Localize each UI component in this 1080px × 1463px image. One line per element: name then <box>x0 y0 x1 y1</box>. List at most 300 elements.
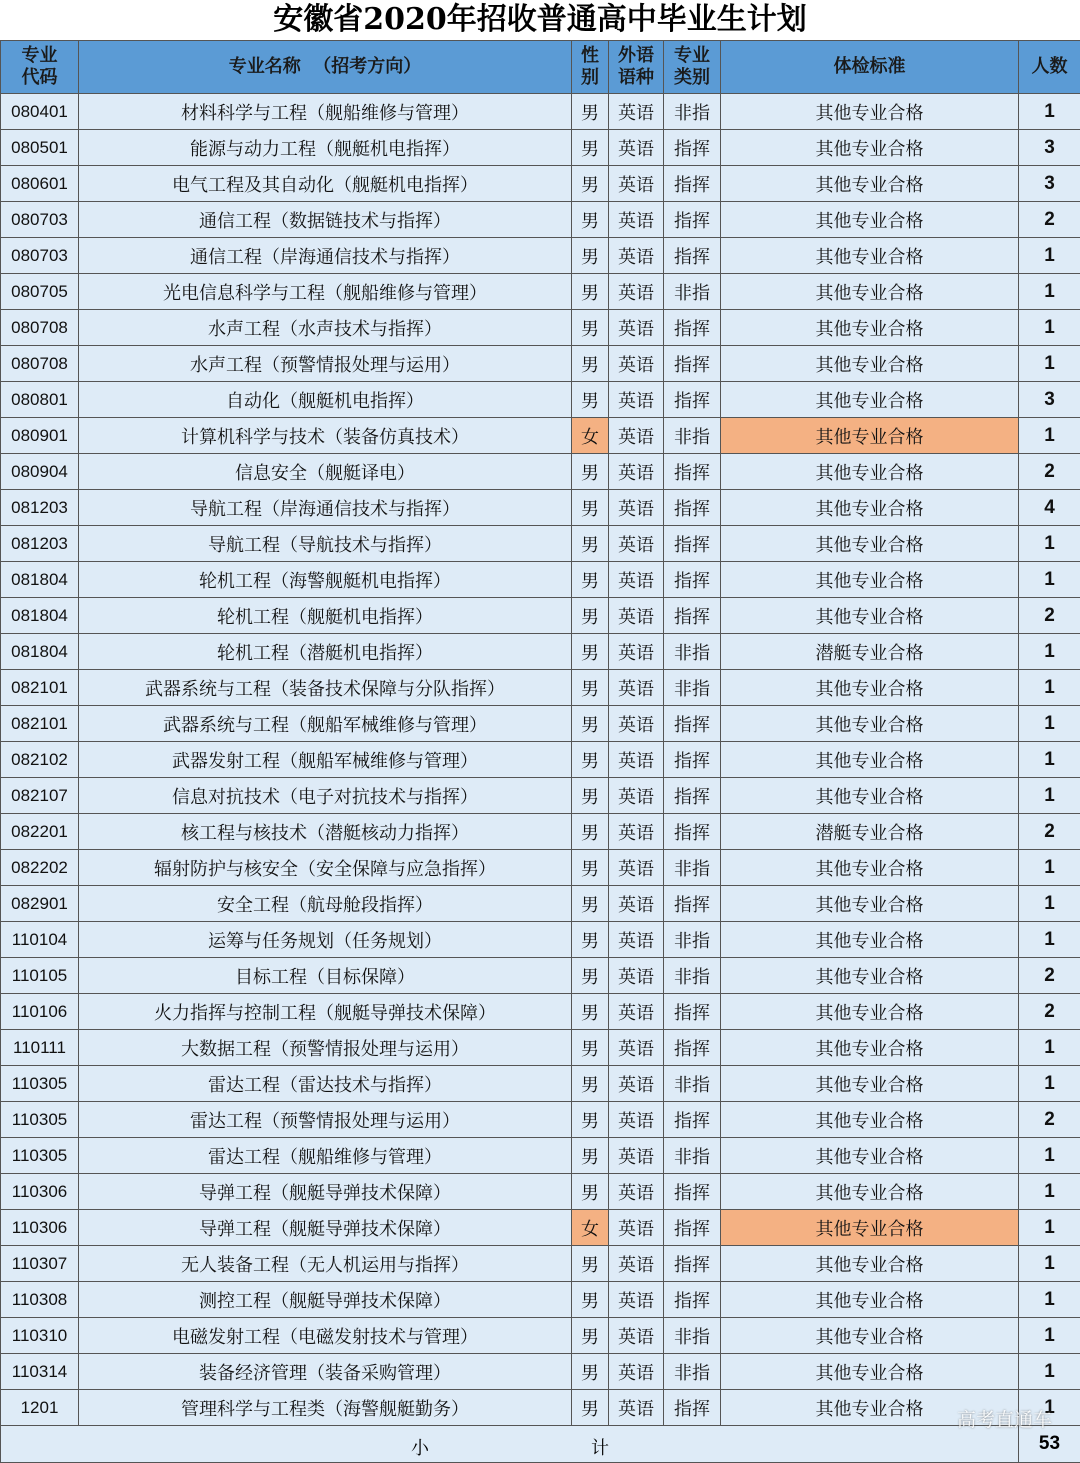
header-category: 专业 类别 <box>664 41 721 94</box>
row-category: 非指 <box>664 850 721 886</box>
row-name: 自动化（舰艇机电指挥） <box>79 382 572 418</box>
row-language: 英语 <box>609 1246 664 1282</box>
row-category: 指挥 <box>664 1102 721 1138</box>
row-name: 信息对抗技术（电子对抗技术与指挥） <box>79 778 572 814</box>
row-physical: 其他专业合格 <box>721 922 1019 958</box>
row-count: 1 <box>1019 238 1080 274</box>
row-language: 英语 <box>609 706 664 742</box>
row-count: 3 <box>1019 130 1080 166</box>
row-count: 1 <box>1019 1246 1080 1282</box>
row-language: 英语 <box>609 490 664 526</box>
row-physical: 潜艇专业合格 <box>721 814 1019 850</box>
row-gender: 男 <box>572 1282 609 1318</box>
row-count: 2 <box>1019 454 1080 490</box>
table-row <box>1 706 1080 742</box>
row-category: 非指 <box>664 94 721 130</box>
row-category: 指挥 <box>664 994 721 1030</box>
row-gender: 男 <box>572 1174 609 1210</box>
row-gender: 男 <box>572 886 609 922</box>
row-name: 雷达工程（舰船维修与管理） <box>79 1138 572 1174</box>
row-name: 通信工程（岸海通信技术与指挥） <box>79 238 572 274</box>
row-gender: 男 <box>572 490 609 526</box>
table-row <box>1 1030 1080 1066</box>
row-language: 英语 <box>609 346 664 382</box>
row-count: 1 <box>1019 850 1080 886</box>
header-code: 专业 代码 <box>1 41 79 94</box>
table-row <box>1 202 1080 238</box>
row-gender: 男 <box>572 454 609 490</box>
row-category: 非指 <box>664 670 721 706</box>
row-language: 英语 <box>609 1282 664 1318</box>
row-code: 080801 <box>1 382 79 418</box>
row-physical: 其他专业合格 <box>721 94 1019 130</box>
row-name: 水声工程（水声技术与指挥） <box>79 310 572 346</box>
row-gender: 男 <box>572 526 609 562</box>
table-header-row <box>1 41 1080 94</box>
subtotal-label-a: 小 <box>411 1434 429 1460</box>
row-name: 电磁发射工程（电磁发射技术与管理） <box>79 1318 572 1354</box>
table-row <box>1 454 1080 490</box>
row-gender: 男 <box>572 1318 609 1354</box>
row-physical: 其他专业合格 <box>721 382 1019 418</box>
row-language: 英语 <box>609 742 664 778</box>
row-count: 1 <box>1019 418 1080 454</box>
row-language: 英语 <box>609 418 664 454</box>
row-count: 1 <box>1019 706 1080 742</box>
row-name: 轮机工程（潜艇机电指挥） <box>79 634 572 670</box>
row-name: 能源与动力工程（舰艇机电指挥） <box>79 130 572 166</box>
row-physical: 其他专业合格 <box>721 1066 1019 1102</box>
row-code: 081804 <box>1 562 79 598</box>
row-name: 管理科学与工程类（海警舰艇勤务） <box>79 1390 572 1426</box>
row-count: 1 <box>1019 94 1080 130</box>
row-count: 1 <box>1019 1318 1080 1354</box>
row-category: 指挥 <box>664 1210 721 1246</box>
row-name: 运筹与任务规划（任务规划） <box>79 922 572 958</box>
row-count: 1 <box>1019 742 1080 778</box>
table-row <box>1 922 1080 958</box>
row-gender: 女 <box>572 418 609 454</box>
row-language: 英语 <box>609 1066 664 1102</box>
row-code: 082201 <box>1 814 79 850</box>
table-row <box>1 130 1080 166</box>
row-physical: 其他专业合格 <box>721 850 1019 886</box>
row-count: 1 <box>1019 1282 1080 1318</box>
row-language: 英语 <box>609 202 664 238</box>
header-count: 人数 <box>1019 41 1080 94</box>
table-row <box>1 742 1080 778</box>
row-code: 082107 <box>1 778 79 814</box>
row-language: 英语 <box>609 1390 664 1426</box>
watermark-text: 高考直通车 <box>957 1405 1052 1432</box>
row-physical: 其他专业合格 <box>721 346 1019 382</box>
row-code: 110111 <box>1 1030 79 1066</box>
row-gender: 男 <box>572 814 609 850</box>
row-physical: 其他专业合格 <box>721 742 1019 778</box>
table-row <box>1 1246 1080 1282</box>
row-language: 英语 <box>609 526 664 562</box>
table-row <box>1 1102 1080 1138</box>
row-gender: 男 <box>572 1390 609 1426</box>
row-gender: 男 <box>572 670 609 706</box>
row-code: 082101 <box>1 670 79 706</box>
row-gender: 男 <box>572 850 609 886</box>
subtotal-total: 53 <box>1019 1426 1080 1463</box>
row-language: 英语 <box>609 166 664 202</box>
row-count: 2 <box>1019 958 1080 994</box>
row-category: 指挥 <box>664 886 721 922</box>
row-code: 110314 <box>1 1354 79 1390</box>
table-row <box>1 274 1080 310</box>
row-category: 非指 <box>664 1066 721 1102</box>
row-language: 英语 <box>609 454 664 490</box>
row-language: 英语 <box>609 94 664 130</box>
header-language: 外语 语种 <box>609 41 664 94</box>
row-code: 080501 <box>1 130 79 166</box>
row-language: 英语 <box>609 1174 664 1210</box>
row-code: 110305 <box>1 1102 79 1138</box>
row-gender: 男 <box>572 166 609 202</box>
row-language: 英语 <box>609 274 664 310</box>
subtotal-label <box>1 1426 1019 1463</box>
row-category: 非指 <box>664 922 721 958</box>
row-code: 080904 <box>1 454 79 490</box>
table-row <box>1 562 1080 598</box>
row-physical: 其他专业合格 <box>721 454 1019 490</box>
row-gender: 男 <box>572 598 609 634</box>
table-row <box>1 994 1080 1030</box>
row-category: 指挥 <box>664 562 721 598</box>
row-name: 武器系统与工程（装备技术保障与分队指挥） <box>79 670 572 706</box>
row-count: 2 <box>1019 202 1080 238</box>
row-count: 1 <box>1019 1066 1080 1102</box>
row-language: 英语 <box>609 814 664 850</box>
row-category: 非指 <box>664 1318 721 1354</box>
row-category: 指挥 <box>664 1390 721 1426</box>
table-body <box>1 94 1080 1426</box>
row-language: 英语 <box>609 382 664 418</box>
row-physical: 其他专业合格 <box>721 1138 1019 1174</box>
enrollment-plan-table <box>0 40 1080 1463</box>
row-physical: 其他专业合格 <box>721 1354 1019 1390</box>
row-name: 核工程与核技术（潜艇核动力指挥） <box>79 814 572 850</box>
row-gender: 男 <box>572 382 609 418</box>
row-count: 1 <box>1019 1174 1080 1210</box>
table-row <box>1 94 1080 130</box>
row-name: 导弹工程（舰艇导弹技术保障） <box>79 1174 572 1210</box>
row-physical: 其他专业合格 <box>721 274 1019 310</box>
row-physical: 其他专业合格 <box>721 598 1019 634</box>
table-row <box>1 418 1080 454</box>
row-code: 081203 <box>1 526 79 562</box>
row-physical: 其他专业合格 <box>721 130 1019 166</box>
row-code: 110306 <box>1 1174 79 1210</box>
row-language: 英语 <box>609 1210 664 1246</box>
row-category: 指挥 <box>664 742 721 778</box>
row-gender: 男 <box>572 310 609 346</box>
row-name: 轮机工程（海警舰艇机电指挥） <box>79 562 572 598</box>
row-code: 110307 <box>1 1246 79 1282</box>
row-physical: 其他专业合格 <box>721 670 1019 706</box>
row-code: 081804 <box>1 598 79 634</box>
row-language: 英语 <box>609 670 664 706</box>
row-category: 指挥 <box>664 346 721 382</box>
row-language: 英语 <box>609 922 664 958</box>
row-category: 指挥 <box>664 598 721 634</box>
row-code: 080601 <box>1 166 79 202</box>
row-category: 指挥 <box>664 526 721 562</box>
row-category: 非指 <box>664 418 721 454</box>
row-name: 测控工程（舰艇导弹技术保障） <box>79 1282 572 1318</box>
row-gender: 女 <box>572 1210 609 1246</box>
row-category: 指挥 <box>664 310 721 346</box>
row-language: 英语 <box>609 886 664 922</box>
row-code: 080708 <box>1 346 79 382</box>
row-gender: 男 <box>572 1102 609 1138</box>
row-language: 英语 <box>609 1138 664 1174</box>
row-physical: 其他专业合格 <box>721 1390 1019 1426</box>
row-name: 轮机工程（舰艇机电指挥） <box>79 598 572 634</box>
table-row <box>1 850 1080 886</box>
subtotal-row <box>1 1426 1080 1463</box>
row-code: 080703 <box>1 238 79 274</box>
row-gender: 男 <box>572 634 609 670</box>
row-physical: 其他专业合格 <box>721 1210 1019 1246</box>
row-count: 1 <box>1019 1138 1080 1174</box>
table-row <box>1 310 1080 346</box>
row-name: 武器发射工程（舰船军械维修与管理） <box>79 742 572 778</box>
row-language: 英语 <box>609 598 664 634</box>
row-name: 光电信息科学与工程（舰船维修与管理） <box>79 274 572 310</box>
row-count: 1 <box>1019 310 1080 346</box>
row-language: 英语 <box>609 850 664 886</box>
row-category: 非指 <box>664 634 721 670</box>
row-name: 计算机科学与技术（装备仿真技术） <box>79 418 572 454</box>
row-physical: 潜艇专业合格 <box>721 634 1019 670</box>
row-language: 英语 <box>609 994 664 1030</box>
row-name: 武器系统与工程（舰船军械维修与管理） <box>79 706 572 742</box>
row-count: 1 <box>1019 670 1080 706</box>
row-language: 英语 <box>609 634 664 670</box>
row-gender: 男 <box>572 94 609 130</box>
row-count: 1 <box>1019 1390 1080 1426</box>
row-category: 指挥 <box>664 130 721 166</box>
row-physical: 其他专业合格 <box>721 526 1019 562</box>
row-category: 指挥 <box>664 382 721 418</box>
row-code: 1201 <box>1 1390 79 1426</box>
row-physical: 其他专业合格 <box>721 310 1019 346</box>
row-code: 110306 <box>1 1210 79 1246</box>
row-language: 英语 <box>609 130 664 166</box>
row-name: 材料科学与工程（舰船维修与管理） <box>79 94 572 130</box>
row-count: 1 <box>1019 1210 1080 1246</box>
row-physical: 其他专业合格 <box>721 1102 1019 1138</box>
row-count: 1 <box>1019 346 1080 382</box>
row-category: 指挥 <box>664 1030 721 1066</box>
table-row <box>1 778 1080 814</box>
row-category: 指挥 <box>664 238 721 274</box>
row-code: 081804 <box>1 634 79 670</box>
row-code: 082101 <box>1 706 79 742</box>
row-code: 080401 <box>1 94 79 130</box>
table-row <box>1 634 1080 670</box>
row-physical: 其他专业合格 <box>721 238 1019 274</box>
row-physical: 其他专业合格 <box>721 886 1019 922</box>
row-physical: 其他专业合格 <box>721 1318 1019 1354</box>
row-gender: 男 <box>572 1066 609 1102</box>
row-name: 装备经济管理（装备采购管理） <box>79 1354 572 1390</box>
row-language: 英语 <box>609 238 664 274</box>
row-gender: 男 <box>572 1138 609 1174</box>
table-row <box>1 598 1080 634</box>
row-name: 信息安全（舰艇译电） <box>79 454 572 490</box>
row-code: 110305 <box>1 1066 79 1102</box>
row-gender: 男 <box>572 742 609 778</box>
row-gender: 男 <box>572 562 609 598</box>
page-title: 安徽省2020年招收普通高中毕业生计划 <box>0 0 1080 40</box>
row-physical: 其他专业合格 <box>721 994 1019 1030</box>
row-physical: 其他专业合格 <box>721 202 1019 238</box>
row-name: 水声工程（预警情报处理与运用） <box>79 346 572 382</box>
header-physical: 体检标准 <box>721 41 1019 94</box>
row-name: 安全工程（航母舱段指挥） <box>79 886 572 922</box>
row-name: 通信工程（数据链技术与指挥） <box>79 202 572 238</box>
table-row <box>1 490 1080 526</box>
row-physical: 其他专业合格 <box>721 562 1019 598</box>
row-physical: 其他专业合格 <box>721 418 1019 454</box>
table-row <box>1 814 1080 850</box>
row-code: 080703 <box>1 202 79 238</box>
header-name: 专业名称 （招考方向） <box>79 41 572 94</box>
row-category: 非指 <box>664 1138 721 1174</box>
row-count: 1 <box>1019 922 1080 958</box>
table-row <box>1 670 1080 706</box>
table-row <box>1 886 1080 922</box>
table-row <box>1 1210 1080 1246</box>
row-category: 非指 <box>664 1354 721 1390</box>
row-gender: 男 <box>572 958 609 994</box>
table-row <box>1 958 1080 994</box>
row-gender: 男 <box>572 1354 609 1390</box>
row-count: 1 <box>1019 526 1080 562</box>
table-row <box>1 382 1080 418</box>
row-code: 110104 <box>1 922 79 958</box>
row-language: 英语 <box>609 1318 664 1354</box>
row-count: 1 <box>1019 634 1080 670</box>
row-category: 非指 <box>664 958 721 994</box>
row-language: 英语 <box>609 1354 664 1390</box>
row-gender: 男 <box>572 202 609 238</box>
row-gender: 男 <box>572 1030 609 1066</box>
row-gender: 男 <box>572 706 609 742</box>
row-name: 导弹工程（舰艇导弹技术保障） <box>79 1210 572 1246</box>
row-count: 3 <box>1019 166 1080 202</box>
row-count: 1 <box>1019 778 1080 814</box>
row-code: 081203 <box>1 490 79 526</box>
row-gender: 男 <box>572 994 609 1030</box>
row-language: 英语 <box>609 310 664 346</box>
row-gender: 男 <box>572 130 609 166</box>
row-language: 英语 <box>609 958 664 994</box>
row-name: 雷达工程（预警情报处理与运用） <box>79 1102 572 1138</box>
row-name: 导航工程（岸海通信技术与指挥） <box>79 490 572 526</box>
row-category: 指挥 <box>664 166 721 202</box>
row-count: 1 <box>1019 1354 1080 1390</box>
row-count: 4 <box>1019 490 1080 526</box>
row-gender: 男 <box>572 238 609 274</box>
table-row <box>1 526 1080 562</box>
row-name: 大数据工程（预警情报处理与运用） <box>79 1030 572 1066</box>
row-physical: 其他专业合格 <box>721 1174 1019 1210</box>
table-row <box>1 1138 1080 1174</box>
row-count: 2 <box>1019 598 1080 634</box>
row-count: 2 <box>1019 814 1080 850</box>
row-category: 指挥 <box>664 1282 721 1318</box>
table-row <box>1 1390 1080 1426</box>
row-code: 110308 <box>1 1282 79 1318</box>
row-physical: 其他专业合格 <box>721 1246 1019 1282</box>
row-category: 指挥 <box>664 202 721 238</box>
row-code: 110310 <box>1 1318 79 1354</box>
row-category: 指挥 <box>664 490 721 526</box>
row-code: 080705 <box>1 274 79 310</box>
row-language: 英语 <box>609 1102 664 1138</box>
row-name: 雷达工程（雷达技术与指挥） <box>79 1066 572 1102</box>
row-count: 3 <box>1019 382 1080 418</box>
subtotal-label-b: 计 <box>591 1434 609 1460</box>
row-name: 导航工程（导航技术与指挥） <box>79 526 572 562</box>
row-code: 082202 <box>1 850 79 886</box>
row-gender: 男 <box>572 1246 609 1282</box>
row-code: 082901 <box>1 886 79 922</box>
table-row <box>1 1282 1080 1318</box>
row-physical: 其他专业合格 <box>721 706 1019 742</box>
row-gender: 男 <box>572 346 609 382</box>
row-physical: 其他专业合格 <box>721 1282 1019 1318</box>
row-code: 110106 <box>1 994 79 1030</box>
row-code: 110105 <box>1 958 79 994</box>
table-row <box>1 238 1080 274</box>
row-gender: 男 <box>572 778 609 814</box>
row-code: 080901 <box>1 418 79 454</box>
row-gender: 男 <box>572 274 609 310</box>
row-category: 指挥 <box>664 454 721 490</box>
header-gender: 性 别 <box>572 41 609 94</box>
row-count: 1 <box>1019 886 1080 922</box>
row-language: 英语 <box>609 778 664 814</box>
row-category: 指挥 <box>664 778 721 814</box>
row-language: 英语 <box>609 1030 664 1066</box>
row-name: 火力指挥与控制工程（舰艇导弹技术保障） <box>79 994 572 1030</box>
row-count: 1 <box>1019 562 1080 598</box>
table-row <box>1 1174 1080 1210</box>
row-category: 指挥 <box>664 1174 721 1210</box>
table-row <box>1 166 1080 202</box>
row-name: 无人装备工程（无人机运用与指挥） <box>79 1246 572 1282</box>
row-language: 英语 <box>609 562 664 598</box>
row-count: 1 <box>1019 1030 1080 1066</box>
table-row <box>1 1066 1080 1102</box>
row-category: 指挥 <box>664 814 721 850</box>
table-row <box>1 1354 1080 1390</box>
row-physical: 其他专业合格 <box>721 958 1019 994</box>
row-count: 1 <box>1019 274 1080 310</box>
table-row <box>1 346 1080 382</box>
row-code: 082102 <box>1 742 79 778</box>
row-category: 非指 <box>664 274 721 310</box>
table-row <box>1 1318 1080 1354</box>
row-code: 080708 <box>1 310 79 346</box>
